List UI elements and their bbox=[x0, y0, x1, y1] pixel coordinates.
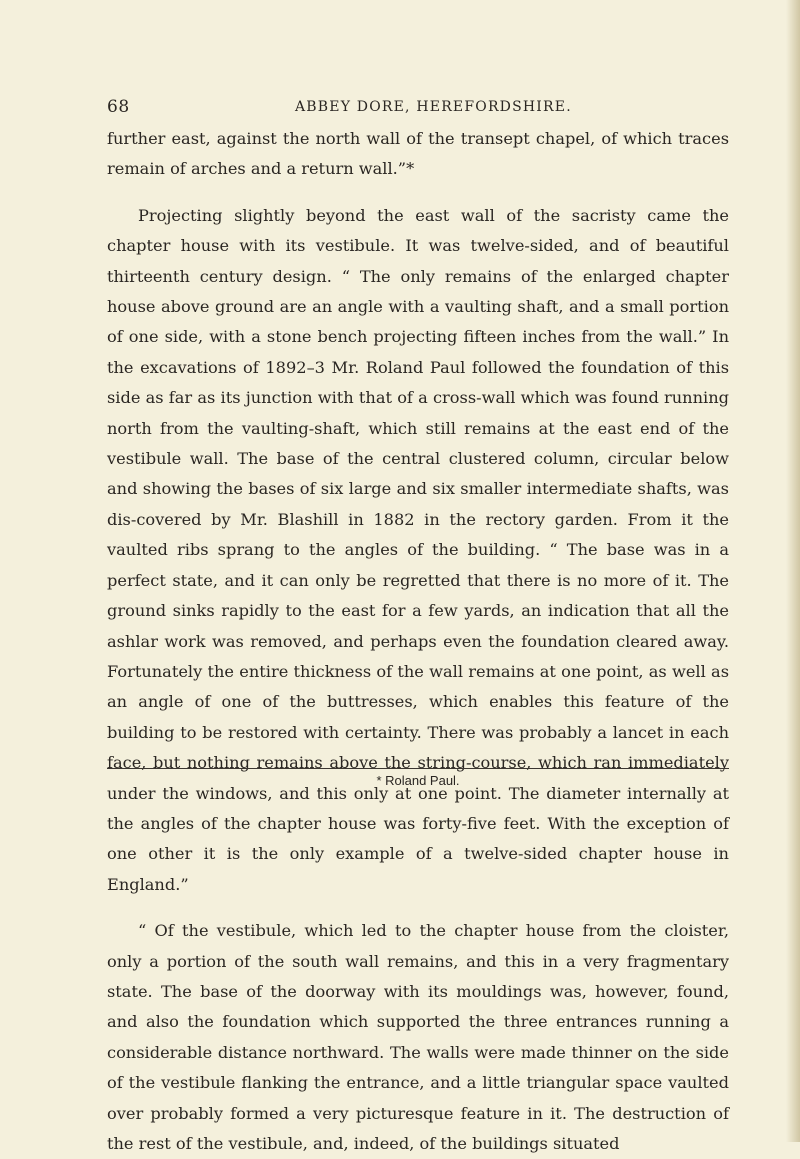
footnote-rule bbox=[107, 768, 729, 769]
body-text bbox=[107, 124, 729, 1159]
page-header bbox=[107, 97, 727, 119]
page-edge-shadow bbox=[786, 0, 800, 1142]
paragraph-chapter-house: Projecting slightly beyond the east wall of the sacristy came the chapter house with its vestibule. It was twelve-sided, and of beautiful thirteenth century design. “ The only remains of the enlarged chapter house above ground are an angle with a vaulting shaft, and a small portion of one side, with a stone bench projecting fifteen inches from the wall.” In the excavations of 1892–3 Mr. Roland Paul followed the foundation of this side as far as its junction with that of a cross-wall which was found running north from the vaulting-shaft, which still remains at the east end of the vestibule wall. The base of the central clustered column, circular below and showing the bases of six large and six smaller intermediate shafts, was dis-covered by Mr. Blashill in 1882 in the rectory garden. From it the vaulted ribs sprang to the angles of the building. “ The base was in a perfect state, and it can only be regretted that there is no more of it. The ground sinks rapidly to the east for a few yards, an indication that all the ashlar work was removed, and perhaps even the foundation cleared away. Fortunately the entire thickness of the wall remains at one point, as well as an angle of one of the buttresses, which enables this feature of the building to be restored with certainty. There was probably a lancet in each face, but nothing remains above the string-course, which ran immediately under the windows, and this only at one point. The diameter internally at the angles of the chapter house was forty-five feet. With the exception of one other it is the only example of a twelve-sided chapter house in England.” bbox=[107, 205, 729, 894]
running-head: ABBEY DORE, HEREFORDSHIRE. bbox=[295, 99, 572, 115]
page-number: 68 bbox=[107, 97, 130, 117]
footnote: * Roland Paul. bbox=[376, 773, 460, 788]
paragraph-vestibule: “ Of the vestibule, which led to the chapter house from the cloister, only a portion of the south wall remains, and this in a very fragmentary state. The base of the doorway with its mouldings was, however, found, and also the foundation which supported the three entrances running a considerable distance northward. The walls were made thinner on the side of the vestibule flanking the entrance, and a little triangular space vaulted over probably formed a very picturesque feature in it. The destruction of the rest of the vestibule, and, indeed, of the buildings situated bbox=[107, 921, 729, 1153]
paragraph-continuation: further east, against the north wall of the transept chapel, of which traces remain of arches and a return wall.”* bbox=[107, 129, 729, 179]
